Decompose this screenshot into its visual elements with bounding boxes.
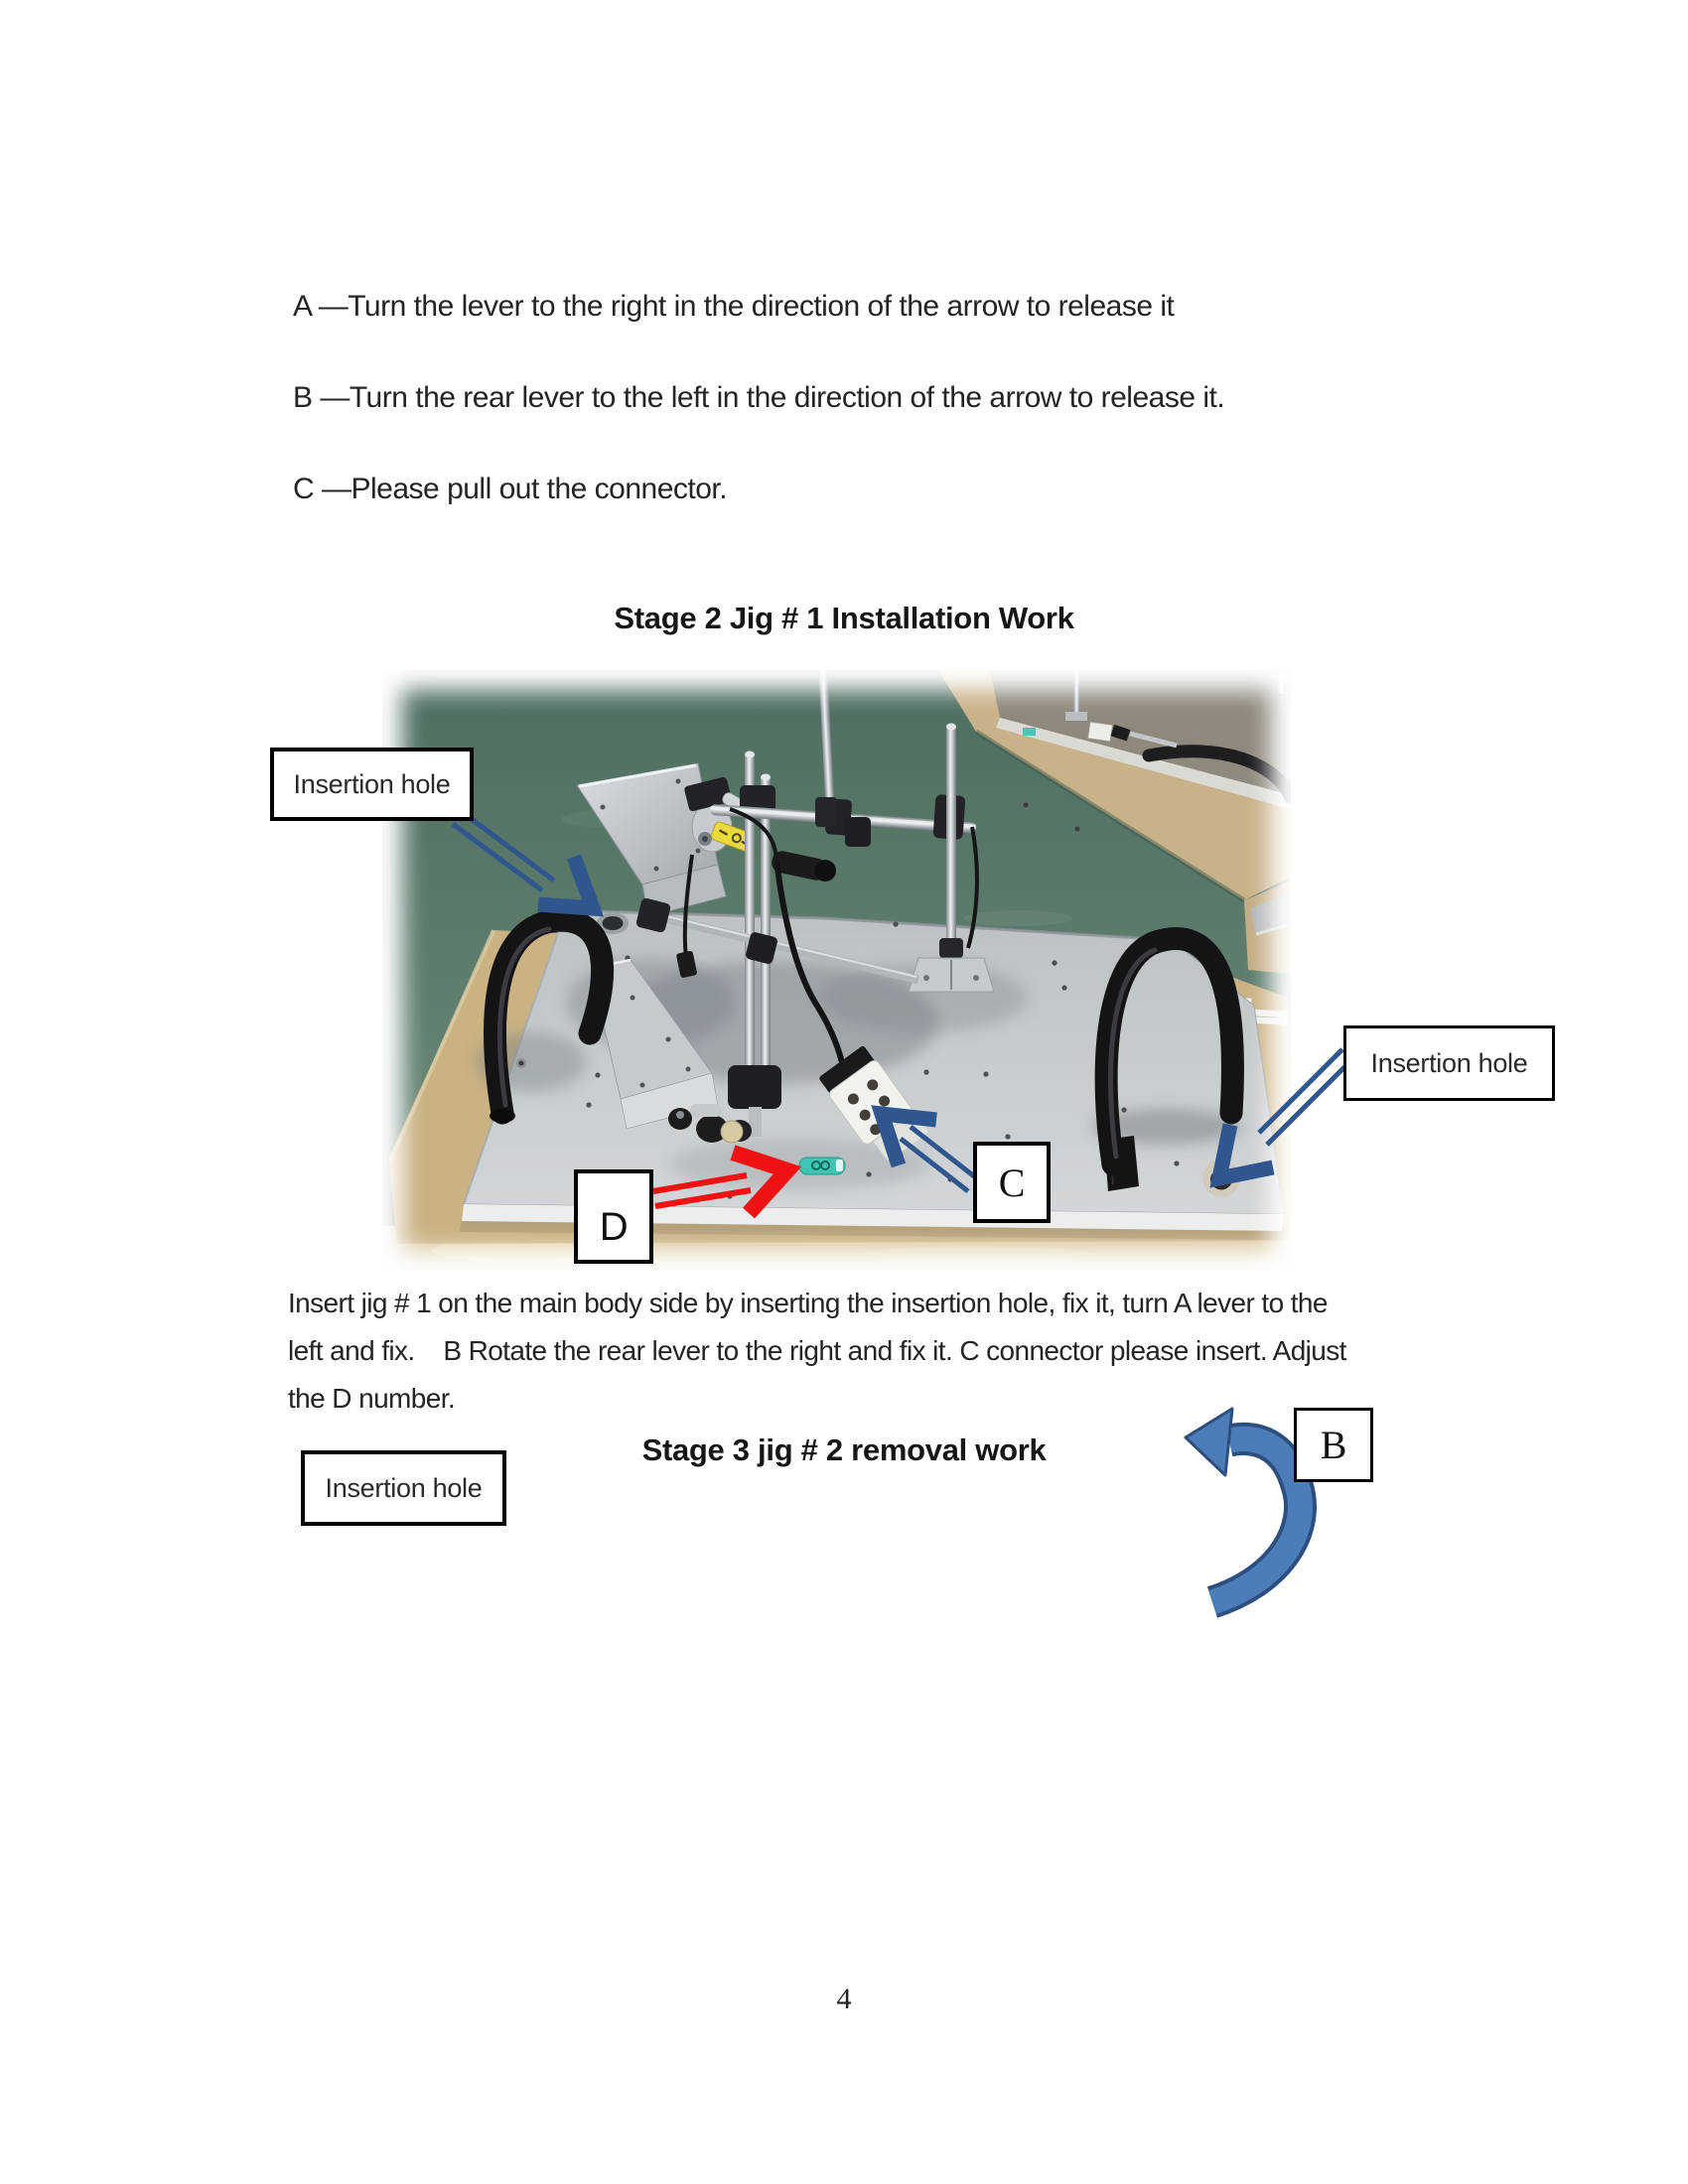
callout-insertion-hole-right: Insertion hole [1343, 1025, 1555, 1101]
jig-photo-illustration [382, 670, 1291, 1271]
table-highlight [859, 1246, 1097, 1266]
right-rod [946, 726, 956, 960]
page-number: 4 [836, 1982, 852, 2015]
callout-letter-d: D [574, 1169, 653, 1264]
insertion-hole-bottom-right [1202, 1160, 1240, 1197]
body-paragraph-line: the D number. [288, 1383, 456, 1414]
instruction-line-b: B —Turn the rear lever to the left in the direction of the arrow to release it. [293, 381, 1225, 414]
callout-letter-c: C [973, 1142, 1051, 1223]
body-paragraph-line: Insert jig # 1 on the main body side by inserting the insertion hole, fix it, turn A lever to the [288, 1288, 1328, 1318]
instruction-line-c: C —Please pull out the connector. [293, 473, 728, 505]
teal-mark [1023, 728, 1036, 736]
callout-insertion-hole-top-left: Insertion hole [270, 748, 474, 821]
teal-id-label [799, 1158, 845, 1174]
floor-scuff [963, 910, 1072, 926]
body-paragraph-line: left and fix. B Rotate the rear lever to the right and fix it. C connector please insert. Adjust [288, 1335, 1346, 1366]
callout-insertion-hole-stage3: Insertion hole [301, 1450, 506, 1526]
callout-letter-b: B [1294, 1408, 1373, 1482]
heading-stage3: Stage 3 jig # 2 removal work [641, 1433, 1047, 1467]
heading-stage2: Stage 2 Jig # 1 Installation Work [614, 601, 1074, 635]
jig-photo-figure [382, 670, 1291, 1271]
instruction-line-a: A —Turn the lever to the right in the direction of the arrow to release it [293, 290, 1175, 323]
